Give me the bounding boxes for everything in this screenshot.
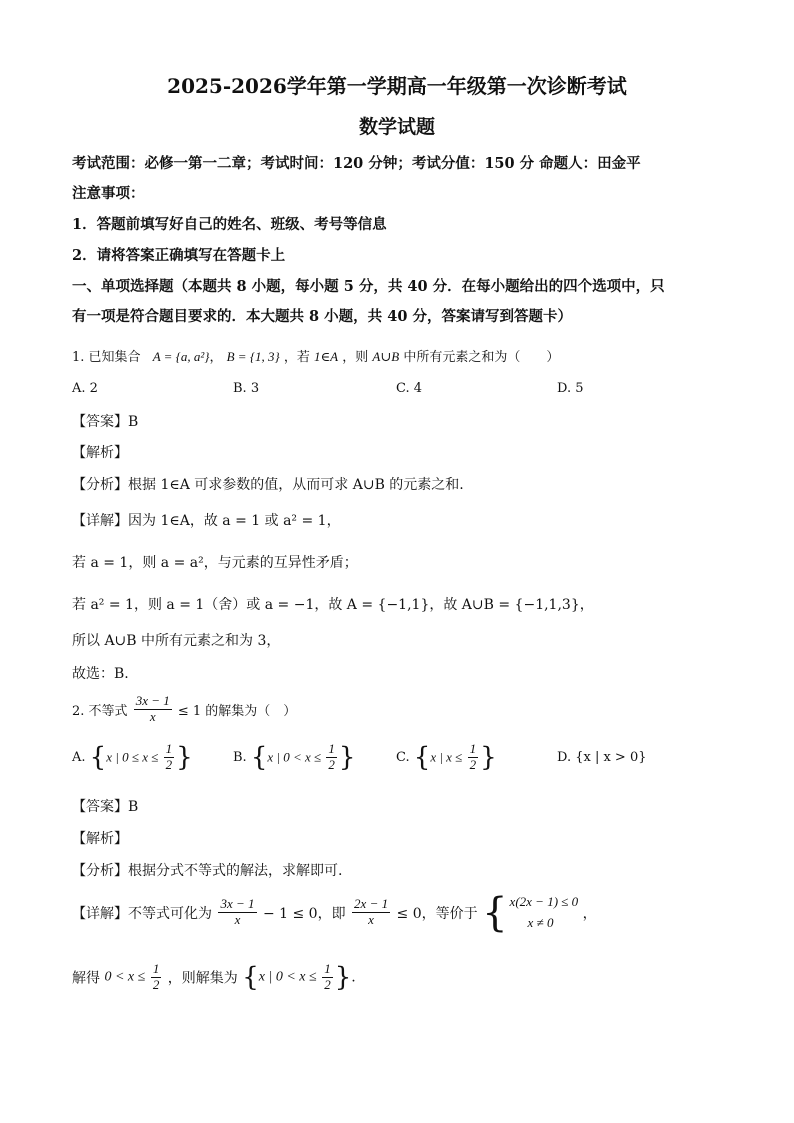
exam-info: 考试范围：必修一第一二章；考试时间：120 分钟；考试分值：150 分 命题人：田金平	[72, 155, 641, 172]
q2-option-b-set: x | 0 < x ≤	[267, 749, 325, 765]
q2-solve-end: .	[351, 969, 356, 986]
q2-solve	[72, 962, 356, 993]
q2-stem-post: ≤ 1 的解集为（ ）	[177, 703, 297, 719]
right-brace-icon: }	[338, 742, 356, 773]
q1-stem-post: 中所有元素之和为（ ）	[403, 350, 560, 365]
section-heading-line-2: 有一项是符合题目要求的．本大题共 8 小题，共 40 分，答案请写到答题卡）	[72, 308, 572, 325]
q2-answer: 【答案】B	[72, 799, 139, 815]
q2-fenxi: 【分析】根据分式不等式的解法，求解即可.	[72, 863, 343, 879]
q2-option-b	[233, 742, 355, 773]
q2-solve-half: $\frac{1}{2}$	[152, 961, 160, 992]
q2-solve-ineq: 0 < x ≤	[104, 969, 149, 985]
q2-xj-system: x(2x − 1) ≤ 0 x ≠ 0	[509, 894, 579, 930]
left-brace-icon: {	[482, 889, 508, 936]
q2-option-d: D. {x | x > 0}	[557, 750, 647, 765]
q2-fraction	[134, 694, 172, 725]
right-brace-icon: }	[480, 742, 497, 773]
q2-xj-end: ，	[582, 905, 597, 922]
q1-union: A∪B	[372, 349, 400, 364]
left-brace-icon: {	[413, 742, 431, 773]
q2-xj-mid-1: − 1 ≤ 0，即	[262, 905, 346, 922]
q1-stem-then: ，则	[342, 350, 369, 365]
q1-condition: 1∈A	[314, 349, 339, 364]
notice-heading: 注意事项：	[72, 185, 145, 202]
q2-option-a	[72, 742, 193, 773]
q2-xiangjie	[72, 889, 597, 936]
q1-case-2: 若 a² = 1，则 a = 1（舍）或 a = −1，故 A = {−1,1}，故 A∪B = {−1,1,3}，	[72, 597, 594, 613]
q2-xj-mid-2: ≤ 0，等价于	[396, 905, 478, 922]
q1-option-c: C. 4	[396, 381, 423, 396]
q1-stem: 1. 已知集合 A = {a, a²}， B = {1, 3} ，若 1∈A ，则 A∪B 中所有元素之和为（ ）	[72, 349, 560, 365]
q2-xj-pre: 【详解】不等式可化为	[72, 905, 212, 922]
left-brace-icon: {	[250, 742, 268, 773]
q2-solve-set: x | 0 < x ≤	[258, 969, 321, 985]
q2-option-b-label: B.	[233, 749, 247, 765]
q2-option-a-half: $\frac{1}{2}$	[165, 741, 173, 772]
q2-option-c-half: $\frac{1}{2}$	[469, 741, 477, 772]
q1-set-b: B = {1, 3}	[226, 349, 280, 364]
q2-solve-mid: ，则解集为	[167, 970, 238, 987]
q1-case-1: 若 a = 1，则 a = a²，与元素的互异性矛盾；	[72, 555, 358, 571]
q1-answer: 【答案】B	[72, 414, 139, 430]
q1-sum: 所以 A∪B 中所有元素之和为 3，	[72, 633, 281, 649]
q1-fenxi: 【分析】根据 1∈A 可求参数的值，从而可求 A∪B 的元素之和.	[72, 477, 464, 493]
q2-stem-pre: 2. 不等式	[72, 703, 128, 719]
right-brace-icon: }	[334, 962, 352, 993]
q2-solve-set-half: $\frac{1}{2}$	[324, 961, 331, 992]
q2-fraction-num: 3x − 1	[135, 693, 170, 708]
q2-xj-fraction-2: $\frac{2x - 1}{x}$	[354, 896, 389, 928]
notice-item-1: 1．答题前填写好自己的姓名、班级、考号等信息	[72, 216, 387, 233]
q1-set-a: A = {a, a²}	[152, 349, 210, 364]
left-brace-icon: {	[242, 962, 259, 993]
q2-solve-pre: 解得	[72, 970, 100, 987]
q2-option-c-label: C.	[396, 749, 410, 765]
q2-analysis-label: 【解析】	[72, 831, 128, 847]
right-brace-icon: }	[176, 742, 193, 773]
q2-option-b-half: $\frac{1}{2}$	[328, 741, 335, 772]
section-heading-line-1: 一、单项选择题（本题共 8 小题，每小题 5 分，共 40 分．在每小题给出的四个选项中，只	[72, 278, 665, 295]
q2-stem	[72, 694, 296, 725]
q2-fraction-den: x	[149, 708, 156, 724]
q2-option-c-set: x | x ≤	[430, 749, 466, 765]
q1-stem-mid: ，若	[283, 350, 310, 365]
q1-option-d: D. 5	[557, 381, 584, 396]
q1-option-b: B. 3	[233, 381, 260, 396]
exam-title: 2025-2026学年第一学期高一年级第一次诊断考试	[167, 74, 627, 98]
q2-xj-fraction-1: $\frac{3x - 1}{x}$	[220, 896, 255, 928]
subject-title: 数学试题	[358, 116, 435, 138]
q1-xiangjie: 【详解】因为 1∈A，故 a = 1 或 a² = 1，	[72, 513, 341, 529]
q2-option-a-label: A.	[72, 749, 86, 765]
q2-option-a-set: x | 0 ≤ x ≤	[106, 749, 162, 765]
q1-choose: 故选：B.	[72, 666, 129, 682]
left-brace-icon: {	[89, 742, 107, 773]
q1-option-a: A. 2	[72, 381, 98, 396]
q1-stem-pre: 1. 已知集合	[72, 350, 141, 365]
q2-option-c	[396, 742, 497, 773]
q1-analysis-label: 【解析】	[72, 445, 128, 461]
notice-item-2: 2．请将答案正确填写在答题卡上	[72, 247, 286, 264]
